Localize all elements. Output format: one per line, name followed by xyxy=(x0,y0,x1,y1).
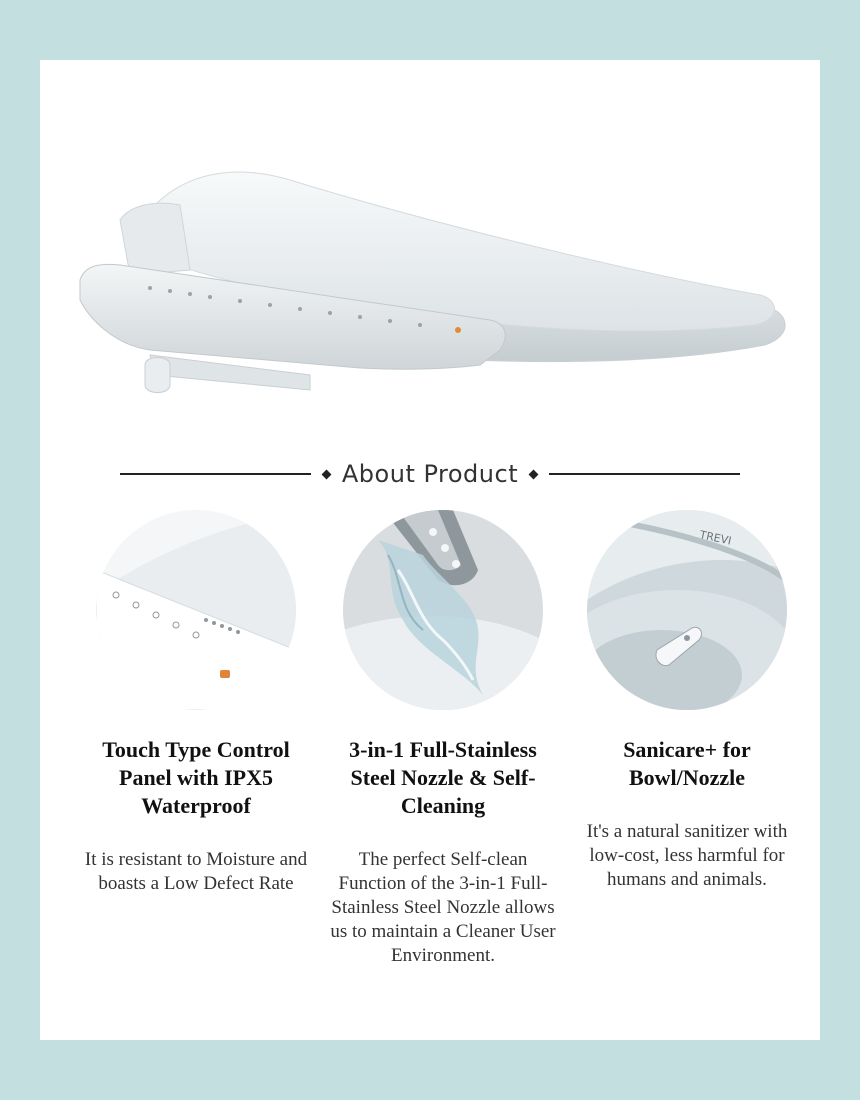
feature-description: It is resistant to Moisture and boasts a Low Defect Rate xyxy=(84,849,308,894)
feature-heading: Sanicare+ for Bowl/Nozzle xyxy=(623,737,751,790)
section-title: About Product xyxy=(341,460,519,488)
divider-line-left xyxy=(120,473,311,475)
feature-image-nozzle xyxy=(343,510,543,710)
brand-logo: TREVI xyxy=(698,528,733,548)
feature-heading: 3-in-1 Full-Stainless Steel Nozzle & Self-Cleaning xyxy=(349,737,537,818)
feature-description: The perfect Self-clean Function of the 3-in-1 Full-Stainless Steel Nozzle allows us to maintain a Cleaner User Environment. xyxy=(330,849,556,966)
feature-image-control-panel xyxy=(96,510,296,710)
feature-image-bowl xyxy=(587,510,787,710)
feature-nozzle xyxy=(323,510,563,968)
feature-sanicare xyxy=(567,510,807,892)
feature-list xyxy=(40,510,820,1030)
divider-line-right xyxy=(549,473,740,475)
bidet-seat-illustration xyxy=(60,160,800,460)
diamond-icon xyxy=(529,469,539,479)
feature-control-panel xyxy=(76,510,316,896)
diamond-icon xyxy=(321,469,331,479)
feature-description: It's a natural sanitizer with low-cost, less harmful for humans and animals. xyxy=(586,821,788,890)
hero-product-image xyxy=(60,160,800,460)
section-heading xyxy=(120,454,740,494)
product-card xyxy=(40,60,820,1040)
feature-heading: Touch Type Control Panel with IPX5 Waterproof xyxy=(102,737,290,818)
